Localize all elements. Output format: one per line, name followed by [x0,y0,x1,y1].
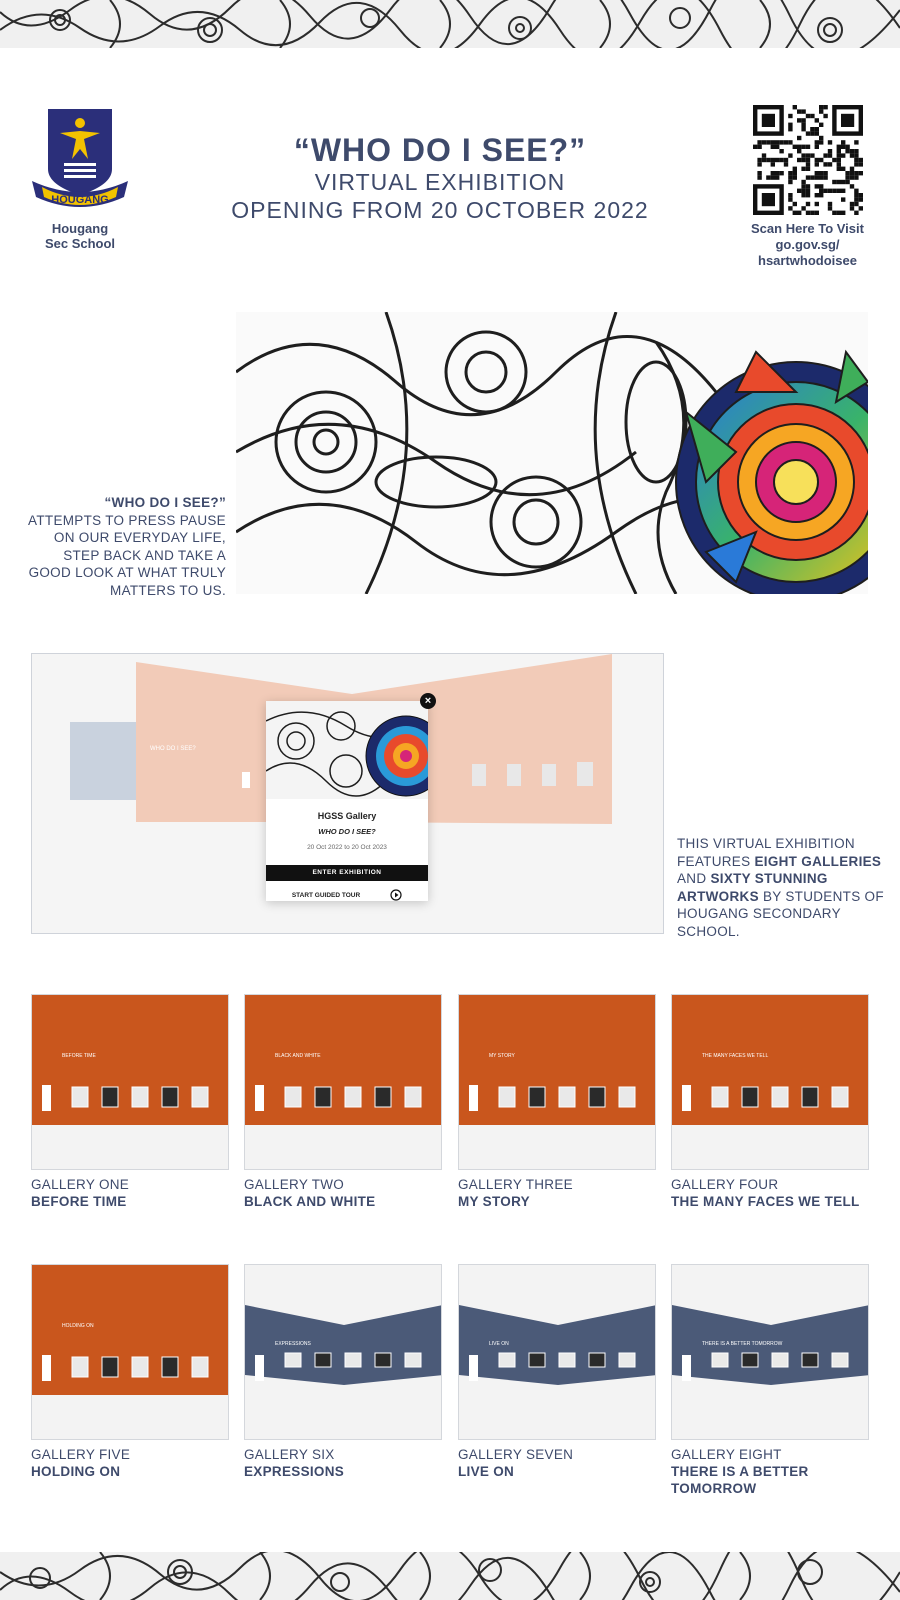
crest-banner-text: HOUGANG [51,194,109,206]
gallery-thumbnail[interactable] [671,1264,869,1440]
gallery-name: BEFORE TIME [31,1194,127,1209]
qr-caption: Scan Here To Visit [751,221,864,236]
intro-body: ATTEMPTS TO PRESS PAUSE ON OUR EVERYDAY LIFE, STEP BACK AND TAKE A GOOD LOOK AT WHAT TRULY MATTERS TO US. [28,512,226,598]
modal-exhibition-title: WHO DO I SEE? [318,827,376,836]
modal-date-range: 20 Oct 2022 to 20 Oct 2023 [307,844,387,851]
gallery-card[interactable] [671,1264,869,1497]
play-circle-icon[interactable] [390,889,402,901]
title-block [200,132,680,224]
school-name-line2: Sec School [44,236,116,251]
modal-gallery-name: HGSS Gallery [317,811,377,821]
gallery-thumbnail[interactable] [244,1264,442,1440]
modal-thumbnail [266,701,428,799]
features-text [677,835,887,940]
features-text-part1: THIS VIRTUAL EXHIBITION FEATURES [677,836,855,869]
guided-tour-row[interactable] [266,889,428,901]
gallery-number: GALLERY SIX [244,1447,335,1462]
features-text-part2: AND [677,871,711,886]
gallery-name: BLACK AND WHITE [244,1194,376,1209]
gallery-card[interactable] [31,1264,229,1480]
gallery-modal [266,701,428,901]
gallery-name: THE MANY FACES WE TELL [671,1194,860,1209]
qr-url-line1[interactable]: go.gov.sg/ [775,237,840,252]
gallery-number: GALLERY ONE [31,1177,130,1192]
gallery-number: GALLERY EIGHT [671,1447,782,1462]
gallery-wall-label: THERE IS A BETTER TOMORROW [702,1341,783,1347]
intro-title: “WHO DO I SEE?” [104,495,226,510]
gallery-name: MY STORY [458,1194,530,1209]
gallery-number: GALLERY FIVE [31,1447,131,1462]
page-subtitle: VIRTUAL EXHIBITION [314,169,566,195]
gallery-number: GALLERY SEVEN [458,1447,574,1462]
features-text-part3: BY STUDENTS OF HOUGANG SECONDARY SCHOOL. [677,888,884,939]
gallery-card[interactable] [458,994,656,1210]
gallery-card[interactable] [671,994,869,1210]
features-artworks-count: SIXTY STUNNING ARTWORKS [677,871,828,904]
wall-title-text: WHO DO I SEE? [150,746,196,752]
school-logo [30,107,130,251]
gallery-number: GALLERY TWO [244,1177,345,1192]
intro-text [20,494,226,599]
gallery-number: GALLERY FOUR [671,1177,779,1192]
opening-date: OPENING FROM 20 OCTOBER 2022 [231,197,649,223]
gallery-thumbnail[interactable] [31,1264,229,1440]
gallery-card[interactable] [458,1264,656,1480]
qr-code-icon[interactable] [753,105,863,215]
exhibition-preview[interactable] [31,653,664,934]
gallery-wall-label: HOLDING ON [62,1323,94,1329]
start-guided-tour-button[interactable]: START GUIDED TOUR [291,891,361,899]
gallery-wall-label: EXPRESSIONS [275,1341,311,1347]
gallery-thumbnail[interactable] [244,994,442,1170]
gallery-thumbnail[interactable] [458,994,656,1170]
gallery-wall-label: LIVE ON [489,1341,509,1347]
gallery-wall-label: BEFORE TIME [62,1053,96,1059]
gallery-card[interactable] [31,994,229,1210]
gallery-wall-label: BLACK AND WHITE [275,1053,321,1059]
enter-exhibition-button[interactable]: ENTER EXHIBITION [266,865,428,881]
gallery-name: THERE IS A BETTER TOMORROW [671,1464,809,1496]
top-doodle-band [0,0,900,48]
hero-artwork [236,312,868,594]
page-title: “WHO DO I SEE?” [293,132,587,168]
gallery-name: EXPRESSIONS [244,1464,345,1479]
gallery-number: GALLERY THREE [458,1177,573,1192]
gallery-wall-label: THE MANY FACES WE TELL [702,1053,769,1059]
gallery-wall-label: MY STORY [489,1053,515,1059]
gallery-thumbnail[interactable] [671,994,869,1170]
gallery-card[interactable] [244,994,442,1210]
bottom-doodle-band [0,1552,900,1600]
close-icon[interactable]: × [420,693,436,709]
gallery-name: HOLDING ON [31,1464,121,1479]
gallery-thumbnail[interactable] [458,1264,656,1440]
qr-block [725,105,890,269]
gallery-card[interactable] [244,1264,442,1480]
features-galleries-count: EIGHT GALLERIES [754,853,882,869]
gallery-name: LIVE ON [458,1464,515,1479]
school-crest-icon [30,107,130,215]
school-name-line1: Hougang [51,221,109,236]
gallery-thumbnail[interactable] [31,994,229,1170]
qr-url-line2[interactable]: hsartwhodoisee [758,253,857,268]
